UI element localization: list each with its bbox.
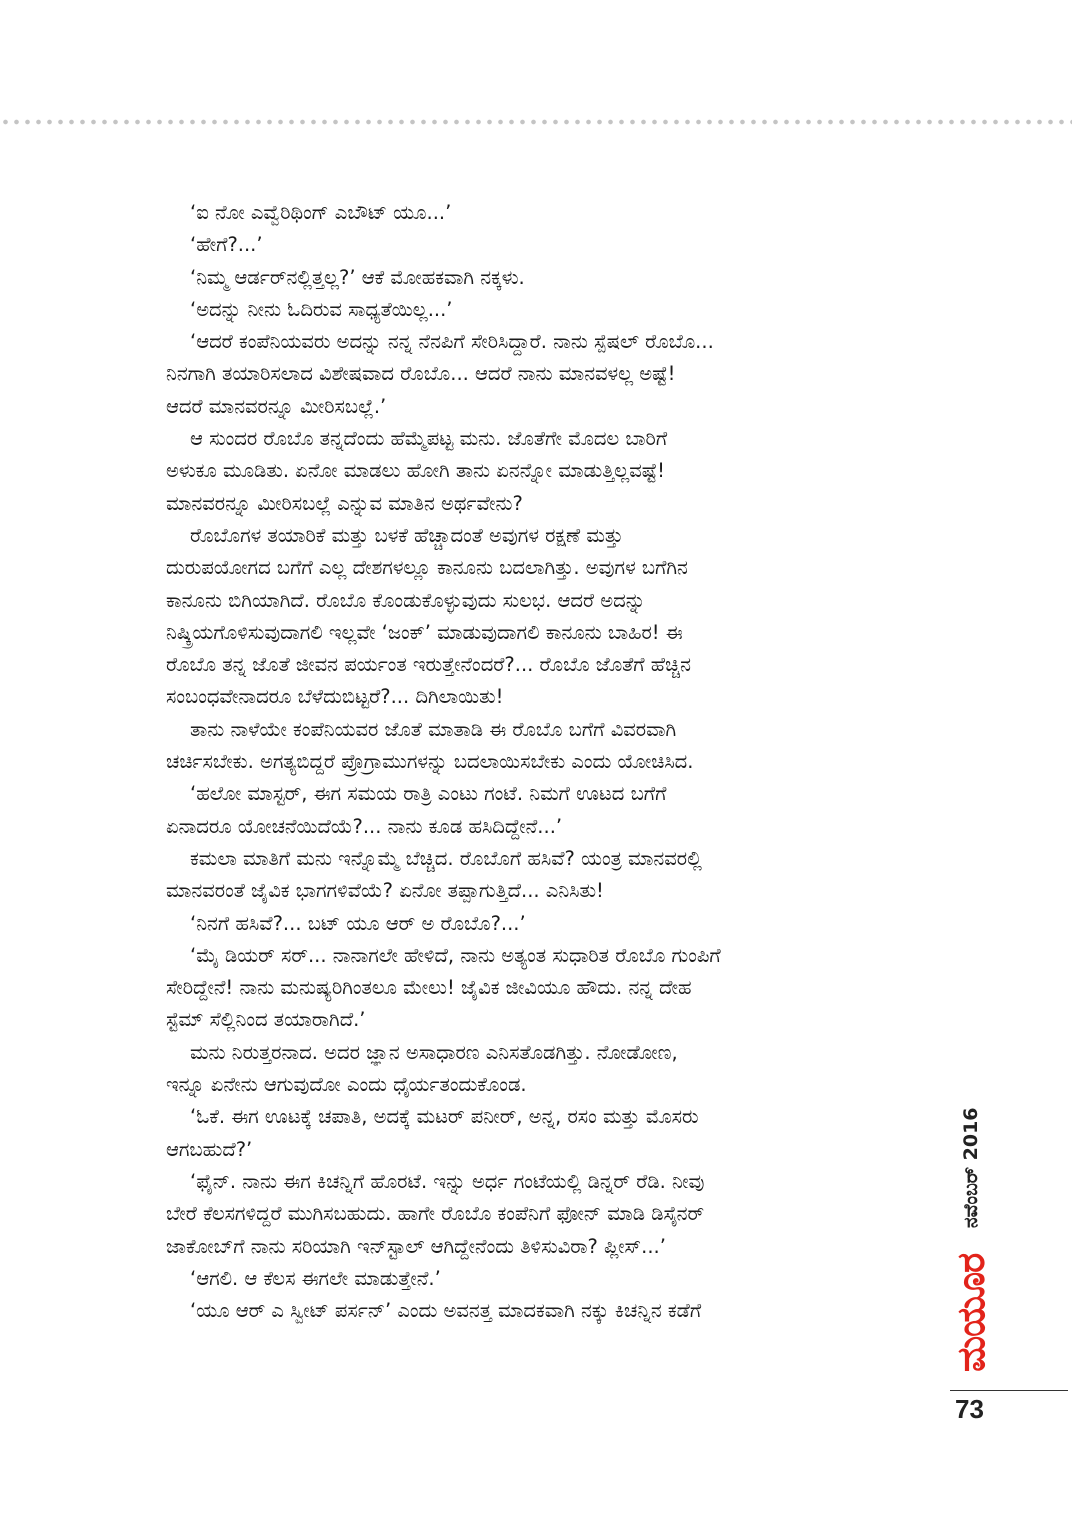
text-line: ಸೇರಿದ್ದೇನೆ! ನಾನು ಮನುಷ್ಯರಿಗಿಂತಲೂ ಮೇಲು! ಜೈವಿಕ ಜೀವಿಯೂ ಹೌದು. ನನ್ನ ದೇಹ <box>166 976 692 1000</box>
text-line: ‘ನಿಮ್ಮ ಆರ್ಡರ್‌ನಲ್ಲಿತ್ತಲ್ಲ?’ ಆಕೆ ಮೋಹಕವಾಗಿ ನಕ್ಕಳು. <box>190 265 525 289</box>
text-line: ದುರುಪಯೋಗದ ಬಗೆಗೆ ಎಲ್ಲ ದೇಶಗಳಲ್ಲೂ ಕಾನೂನು ಬದಲಾಗಿತ್ತು. ಅವುಗಳ ಬಗೆಗಿನ <box>166 556 688 580</box>
text-line: ಚರ್ಚಿಸಬೇಕು. ಅಗತ್ಯಬಿದ್ದರೆ ಪ್ರೊಗ್ರಾಮುಗಳನ್ನು ಬದಲಾಯಿಸಬೇಕು ಎಂದು ಯೋಚಿಸಿದ. <box>166 750 694 774</box>
magazine-logo: ಮಯೂರ <box>949 1253 993 1372</box>
text-line: ಮನು ನಿರುತ್ತರನಾದ. ಅದರ ಜ್ಞಾನ ಅಸಾಧಾರಣ ಎನಿಸತೊಡಗಿತ್ತು. ನೋಡೋಣ, <box>190 1040 678 1064</box>
text-line: ‘ಆದರೆ ಕಂಪೆನಿಯವರು ಅದನ್ನು ನನ್ನ ನೆನಪಿಗೆ ಸೇರಿಸಿದ್ದಾರೆ. ನಾನು ಸ್ಪೆಷಲ್ ರೊಬೊ... <box>190 330 714 354</box>
text-line: ರೊಬೊ ತನ್ನ ಜೊತೆ ಜೀವನ ಪರ್ಯಂತ ಇರುತ್ತೇನೆಂದರೆ?... ರೊಬೊ ಜೊತೆಗೆ ಹೆಚ್ಚಿನ <box>166 653 691 677</box>
text-line: ‘ಹಲೋ ಮಾಸ್ಟರ್, ಈಗ ಸಮಯ ರಾತ್ರಿ ಎಂಟು ಗಂಟೆ. ನಿಮಗೆ ಊಟದ ಬಗೆಗೆ <box>190 782 667 806</box>
text-line: ಮಾನವರನ್ನೂ ಮೀರಿಸಬಲ್ಲೆ ಎನ್ನುವ ಮಾತಿನ ಅರ್ಥವೇನು? <box>166 491 523 515</box>
text-line: ಕಾನೂನು ಬಿಗಿಯಾಗಿದೆ. ರೊಬೊ ಕೊಂಡುಕೊಳ್ಳುವುದು ಸುಲಭ. ಆದರೆ ಅದನ್ನು <box>166 588 646 612</box>
text-line: ಕಮಲಾ ಮಾತಿಗೆ ಮನು ಇನ್ನೊಮ್ಮೆ ಬೆಚ್ಚಿದ. ರೊಬೊಗೆ ಹಸಿವೆ? ಯಂತ್ರ ಮಾನವರಲ್ಲಿ <box>190 846 702 870</box>
text-line: ಆಗಬಹುದೆ?’ <box>166 1137 253 1161</box>
text-line: ತಾನು ನಾಳೆಯೇ ಕಂಪೆನಿಯವರ ಜೊತೆ ಮಾತಾಡಿ ಈ ರೊಬೊ ಬಗೆಗೆ ವಿವರವಾಗಿ <box>190 717 677 741</box>
text-line: ‘ಹೇಗೆ?...’ <box>190 233 263 257</box>
page-number: 73 <box>955 1394 984 1424</box>
text-line: ‘ಅದನ್ನು ನೀನು ಓದಿರುವ ಸಾಧ್ಯತೆಯಿಲ್ಲ...’ <box>190 297 453 321</box>
text-line: ‘ಯೂ ಆರ್ ಎ ಸ್ವೀಟ್ ಪರ್ಸನ್’ ಎಂದು ಅವನತ್ತ ಮಾದಕವಾಗಿ ನಕ್ಕು ಕಿಚನ್ನಿನ ಕಡೆಗೆ <box>190 1299 702 1323</box>
issue-date: ನವೆಂಬರ್ 2016 <box>960 1107 982 1228</box>
text-line: ‘ನಿನಗೆ ಹಸಿವೆ?... ಬಟ್ ಯೂ ಆರ್ ಅ ರೊಬೊ?...’ <box>190 911 526 935</box>
text-line: ‘ಆಗಲಿ. ಆ ಕೆಲಸ ಈಗಲೇ ಮಾಡುತ್ತೇನೆ.’ <box>190 1266 441 1290</box>
text-line: ಮಾನವರಂತೆ ಜೈವಿಕ ಭಾಗಗಳಿವೆಯೆ? ಏನೋ ತಪ್ಪಾಗುತ್ತಿದೆ... ಎನಿಸಿತು! <box>166 879 604 903</box>
text-line: ಸಂಬಂಧವೇನಾದರೂ ಬೆಳೆದುಬಿಟ್ಟರೆ?... ದಿಗಿಲಾಯಿತು! <box>166 685 504 709</box>
dotted-header-rule <box>0 118 1072 126</box>
text-line: ನಿಷ್ಕ್ರಿಯಗೊಳಿಸುವುದಾಗಲಿ ಇಲ್ಲವೇ ‘ಜಂಕ್’ ಮಾಡುವುದಾಗಲಿ ಕಾನೂನು ಬಾಹಿರ! ಈ <box>166 620 683 644</box>
text-line: ಆದರೆ ಮಾನವರನ್ನೂ ಮೀರಿಸಬಲ್ಲೆ.’ <box>166 394 387 418</box>
text-line: ಇನ್ನೂ ಏನೇನು ಆಗುವುದೋ ಎಂದು ಧೈರ್ಯತಂದುಕೊಂಡ. <box>166 1073 527 1097</box>
text-line: ಸ್ಟೆಮ್ ಸೆಲ್ಲಿನಿಂದ ತಯಾರಾಗಿದೆ.’ <box>166 1008 366 1032</box>
text-line: ಏನಾದರೂ ಯೋಚನೆಯಿದೆಯೆ?... ನಾನು ಕೂಡ ಹಸಿದಿದ್ದೇನೆ...’ <box>166 814 563 838</box>
article-body <box>166 197 918 1327</box>
text-line: ‘ಫೈನ್. ನಾನು ಈಗ ಕಿಚನ್ನಿಗೆ ಹೊರಟೆ. ಇನ್ನು ಅರ್ಧ ಗಂಟೆಯಲ್ಲಿ ಡಿನ್ನರ್ ರೆಡಿ. ನೀವು <box>190 1169 705 1193</box>
magazine-sidebar <box>950 1100 992 1380</box>
text-line: ಬೇರೆ ಕೆಲಸಗಳಿದ್ದರೆ ಮುಗಿಸಬಹುದು. ಹಾಗೇ ರೊಬೊ ಕಂಪೆನಿಗೆ ಫೋನ್ ಮಾಡಿ ಡಿಸೈನರ್ <box>166 1202 705 1226</box>
footer-rule <box>950 1390 1068 1391</box>
text-line: ರೊಬೊಗಳ ತಯಾರಿಕೆ ಮತ್ತು ಬಳಕೆ ಹೆಚ್ಚಾದಂತೆ ಅವುಗಳ ರಕ್ಷಣೆ ಮತ್ತು <box>190 523 624 547</box>
text-line: ‘ಓಕೆ. ಈಗ ಊಟಕ್ಕೆ ಚಪಾತಿ, ಅದಕ್ಕೆ ಮಟರ್ ಪನೀರ್, ಅನ್ನ, ರಸಂ ಮತ್ತು ಮೊಸರು <box>190 1105 699 1129</box>
text-line: ‘ಐ ನೋ ಎವ್ವೆರಿಥಿಂಗ್ ಎಬೌಟ್ ಯೂ...’ <box>190 201 452 224</box>
text-line: ಆ ಸುಂದರ ರೊಬೊ ತನ್ನದೆಂದು ಹೆಮ್ಮೆಪಟ್ಟ ಮನು. ಜೊತೆಗೇ ಮೊದಲ ಬಾರಿಗೆ <box>190 427 668 451</box>
text-line: ಜಾಕೋಬ್‌ಗೆ ನಾನು ಸರಿಯಾಗಿ ಇನ್‌ಸ್ಟಾಲ್ ಆಗಿದ್ದೇನೆಂದು ತಿಳಿಸುವಿರಾ? ಪ್ಲೀಸ್...’ <box>166 1234 666 1258</box>
text-line: ನಿನಗಾಗಿ ತಯಾರಿಸಲಾದ ವಿಶೇಷವಾದ ರೊಬೊ... ಆದರೆ ನಾನು ಮಾನವಳಲ್ಲ ಅಷ್ಟೆ! <box>166 362 676 386</box>
text-line: ‘ಮೈ ಡಿಯರ್ ಸರ್... ನಾನಾಗಲೇ ಹೇಳಿದೆ, ನಾನು ಅತ್ಯಂತ ಸುಧಾರಿತ ರೊಬೊ ಗುಂಪಿಗೆ <box>190 943 721 967</box>
text-line: ಅಳುಕೂ ಮೂಡಿತು. ಏನೋ ಮಾಡಲು ಹೋಗಿ ತಾನು ಏನನ್ನೋ ಮಾಡುತ್ತಿಲ್ಲವಷ್ಟೆ! <box>166 459 665 483</box>
